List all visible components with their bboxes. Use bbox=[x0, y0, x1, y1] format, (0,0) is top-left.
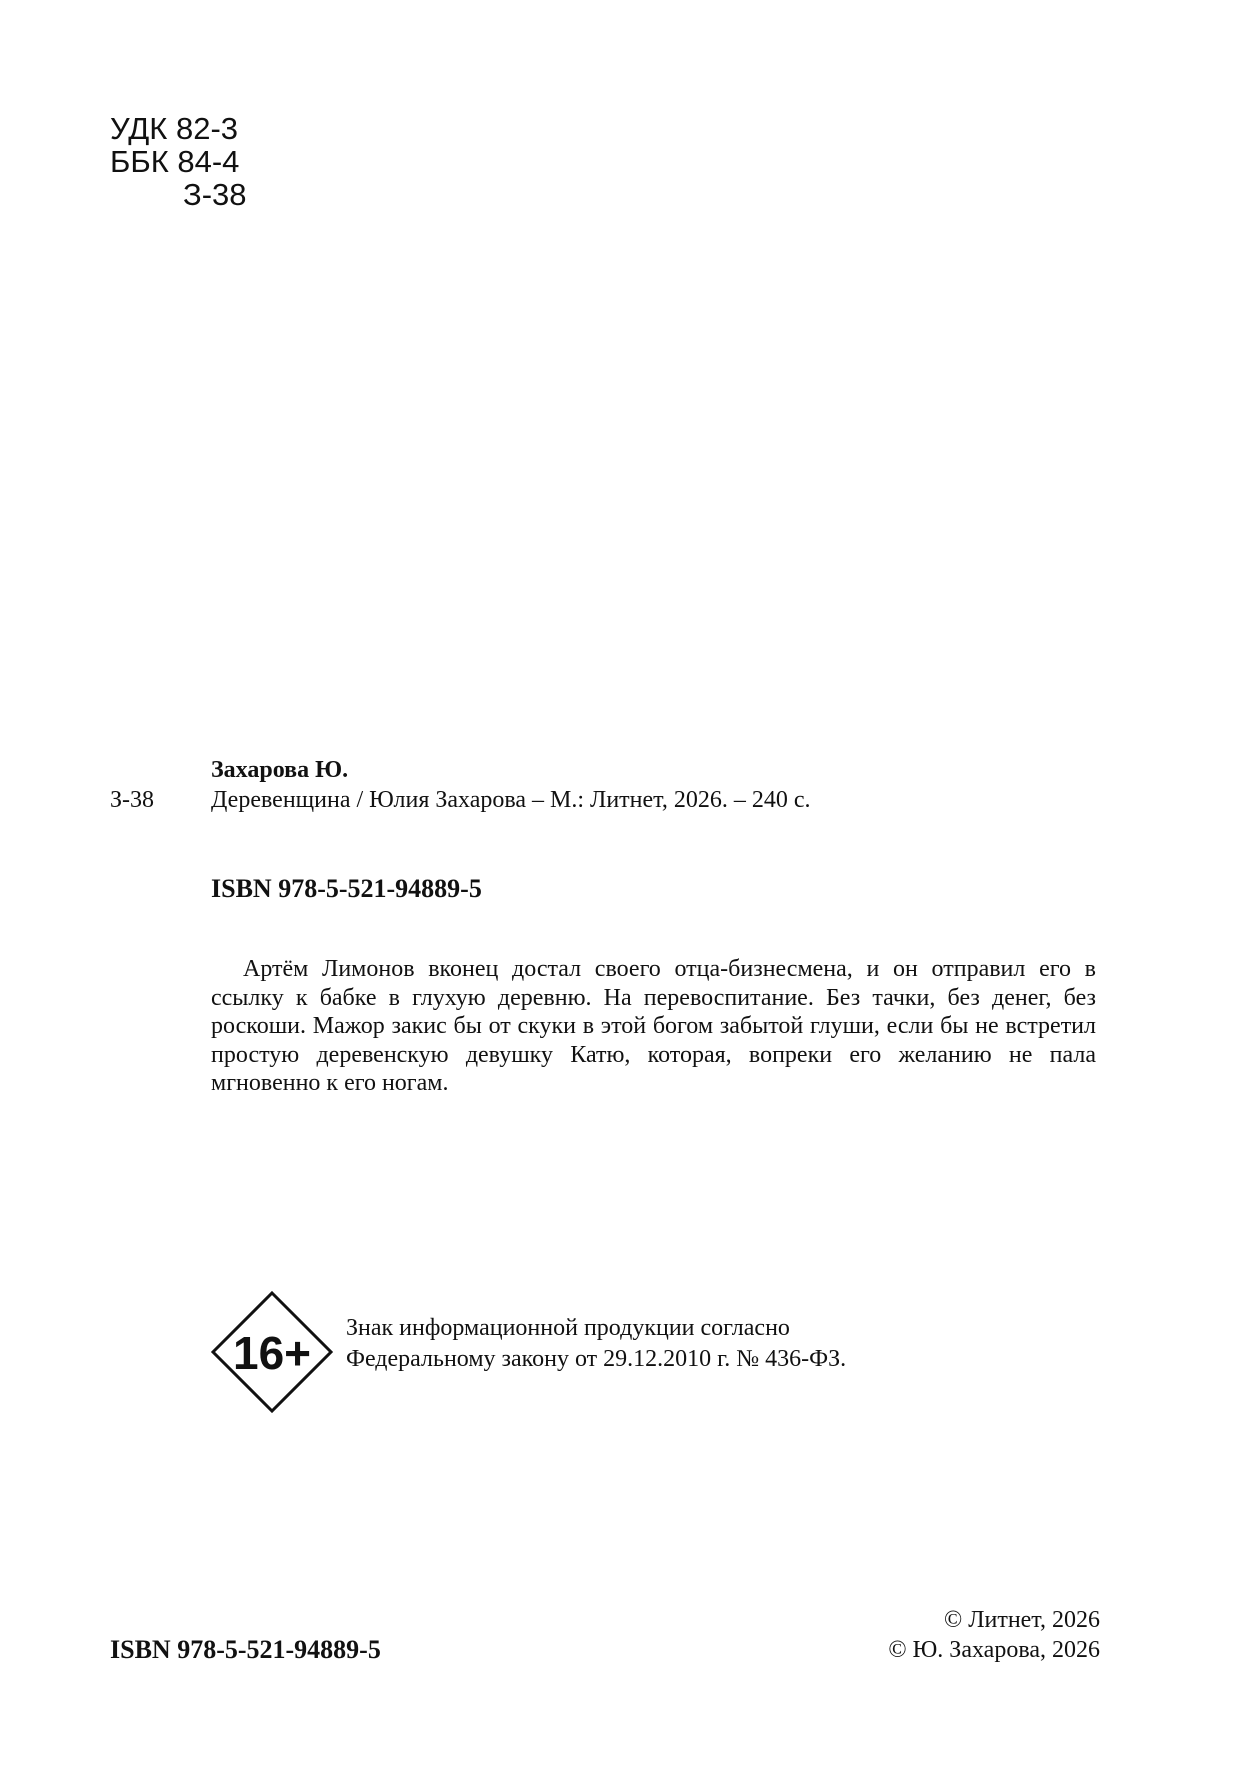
copyright-author: © Ю. Захарова, 2026 bbox=[888, 1637, 1100, 1663]
classification-block bbox=[110, 112, 247, 211]
copyright-block bbox=[888, 1605, 1100, 1665]
age-rating-line-2: Федеральному закону от 29.12.2010 г. № 436-ФЗ. bbox=[346, 1346, 847, 1372]
isbn: ISBN 978-5-521-94889-5 bbox=[211, 874, 482, 903]
age-rating-line-1: Знак информационной продукции согласно bbox=[346, 1315, 790, 1341]
author-name: Захарова Ю. bbox=[211, 757, 349, 783]
age-rating-note bbox=[346, 1313, 846, 1375]
author-mark: З-38 bbox=[183, 177, 247, 212]
annotation-text: Артём Лимонов вконец достал своего отца-бизнесмена, и он отправил его в ссылку к бабке в глухую деревню. На перевоспитание. Без тачки, без денег, без роскоши. Мажор закис бы от скуки в этой богом забытой глуши, если бы не встретил простую деревенскую девушку Катю, которая, вопреки его желанию не пала мгновенно к его ногам. bbox=[211, 956, 1096, 1096]
age-rating-icon bbox=[211, 1291, 333, 1413]
age-rating-mark: 16+ bbox=[232, 1327, 312, 1379]
bibliographic-description: Деревенщина / Юлия Захарова – М.: Литнет, 2026. – 240 с. bbox=[211, 787, 811, 813]
udk-code: УДК 82-3 bbox=[110, 111, 239, 146]
bbk-code: ББК 84-4 bbox=[110, 144, 240, 179]
author-mark-code: З-38 bbox=[110, 787, 155, 813]
footer-isbn: ISBN 978-5-521-94889-5 bbox=[110, 1635, 381, 1664]
copyright-publisher: © Литнет, 2026 bbox=[943, 1607, 1100, 1633]
